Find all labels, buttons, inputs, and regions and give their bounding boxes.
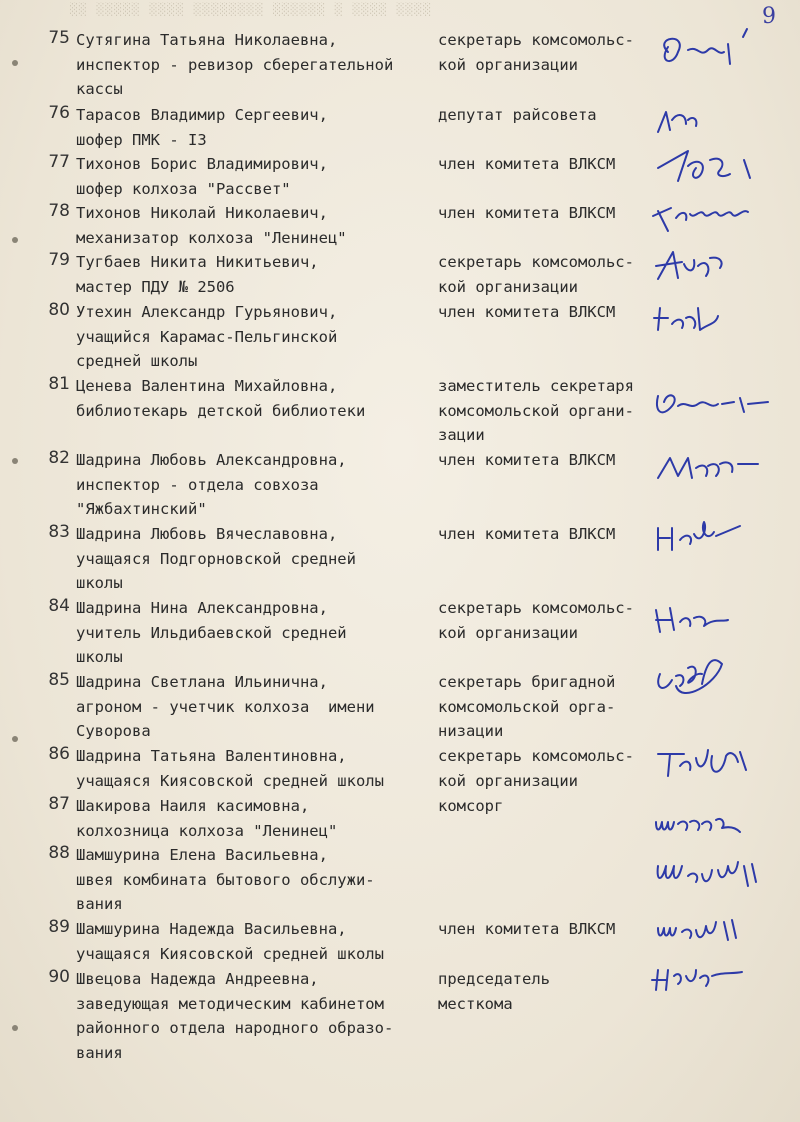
handwritten-signature <box>648 32 798 72</box>
entry-number: 82 <box>48 448 70 468</box>
entry-role: секретарь комсомольс- кой организации <box>438 31 634 74</box>
handwritten-signature <box>648 196 798 236</box>
entry-name-position: Швецова Надежда Андреевна, заведующая методическим кабинетом районного отдела народного образо- вания <box>76 970 394 1062</box>
handwritten-signature <box>648 802 798 842</box>
entry-number: 83 <box>48 522 70 542</box>
handwritten-signature <box>648 244 798 284</box>
entry-number: 76 <box>48 103 70 123</box>
entry-name-position: Шадрина Нина Александровна, учитель Ильдибаевской средней школы <box>76 599 347 666</box>
entry-role: секретарь бригадной комсомольской орга- низации <box>438 673 616 740</box>
entry-number: 88 <box>48 843 70 863</box>
binder-hole <box>12 736 18 742</box>
entry-role: секретарь комсомольс- кой организации <box>438 253 634 296</box>
page-number: 9 <box>762 4 776 29</box>
entry-name-position: Тихонов Николай Николаевич, механизатор колхоза "Ленинец" <box>76 204 347 247</box>
handwritten-signature <box>648 516 798 556</box>
entry-number: 81 <box>48 374 70 394</box>
entry-name-position: Шадрина Любовь Вячеславовна, учащаяся Подгорновской средней школы <box>76 525 356 592</box>
entry-role: депутат райсовета <box>438 106 597 124</box>
entry-number: 80 <box>48 300 70 320</box>
entry-name-position: Тихонов Борис Владимирович, шофер колхоза "Рассвет" <box>76 155 328 198</box>
handwritten-signature <box>648 384 798 424</box>
handwritten-signature <box>648 654 798 694</box>
entry-role: член комитета ВЛКСМ <box>438 204 616 222</box>
entry-name-position: Тугбаев Никита Никитьевич, мастер ПДУ № 2506 <box>76 253 319 296</box>
entry-name-position: Шамшурина Надежда Васильевна, учащаяся Киясовской средней школы <box>76 920 384 963</box>
entry-role: заместитель секретаря комсомольской органи- зации <box>438 377 634 444</box>
entry-role: секретарь комсомольс- кой организации <box>438 747 634 790</box>
entry-number: 90 <box>48 967 70 987</box>
entry-name-position: Сутягина Татьяна Николаевна, инспектор - ревизор сберегательной кассы <box>76 31 394 98</box>
entry-role: член комитета ВЛКСМ <box>438 451 616 469</box>
entry-role: член комитета ВЛКСМ <box>438 303 616 321</box>
entry-number: 79 <box>48 250 70 270</box>
handwritten-signature <box>648 956 798 996</box>
entry-number: 77 <box>48 152 70 172</box>
handwritten-signature <box>648 146 798 186</box>
entry-role: секретарь комсомольс- кой организации <box>438 599 634 642</box>
entry-role: член комитета ВЛКСМ <box>438 920 616 938</box>
binder-hole <box>12 60 18 66</box>
entry-name-position: Ценева Валентина Михайловна, библиотекарь детской библиотеки <box>76 377 366 420</box>
entry-number: 87 <box>48 794 70 814</box>
entry-number: 85 <box>48 670 70 690</box>
handwritten-signature <box>648 908 798 948</box>
entry-role: член комитета ВЛКСМ <box>438 525 616 543</box>
entry-name-position: Шадрина Татьяна Валентиновна, учащаяся Киясовской средней школы <box>76 747 384 790</box>
handwritten-signature <box>648 740 798 780</box>
binder-hole <box>12 1025 18 1031</box>
entry-name-position: Тарасов Владимир Сергеевич, шофер ПМК - I3 <box>76 106 328 149</box>
handwritten-signature <box>648 852 798 892</box>
entry-name-position: Утехин Александр Гурьянович, учащийся Карамас-Пельгинской средней школы <box>76 303 338 370</box>
entry-role: председатель месткома <box>438 970 550 1013</box>
entry-role: член комитета ВЛКСМ <box>438 155 616 173</box>
entry-number: 89 <box>48 917 70 937</box>
handwritten-signature <box>648 448 798 488</box>
binder-hole <box>12 458 18 464</box>
binder-hole <box>12 237 18 243</box>
bleed-through-text: ░░ ░░░░░ ░░░░ ░░░░░░░░ ░░░░░░ ░ ░░░░ ░░░░ <box>70 2 432 16</box>
entry-name-position: Шамшурина Елена Васильевна, швея комбината бытового обслужи- вания <box>76 846 375 913</box>
entry-role: комсорг <box>438 797 504 815</box>
entry-name-position: Шадрина Любовь Александровна, инспектор - отдела совхоза "Яжбахтинский" <box>76 451 347 518</box>
entry-name-position: Шадрина Светлана Ильинична, агроном - учетчик колхоза имени Суворова <box>76 673 375 740</box>
entry-number: 84 <box>48 596 70 616</box>
entry-number: 75 <box>48 28 70 48</box>
entry-number: 78 <box>48 201 70 221</box>
entry-number: 86 <box>48 744 70 764</box>
handwritten-signature <box>648 596 798 636</box>
handwritten-signature <box>648 300 798 340</box>
entry-name-position: Шакирова Наиля касимовна, колхозница колхоза "Ленинец" <box>76 797 338 840</box>
handwritten-signature <box>648 102 798 142</box>
